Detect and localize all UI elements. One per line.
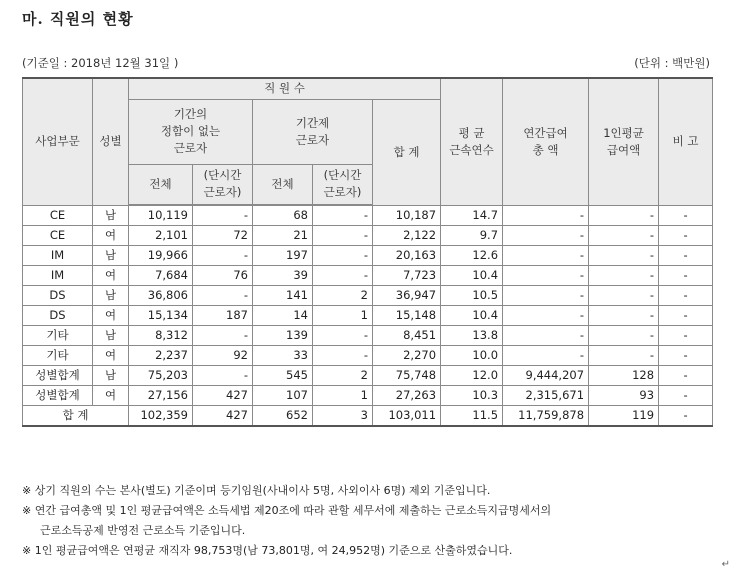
header-permanent: 기간의 정함이 없는 근로자 [129,99,253,164]
cell-total-sum: 103,011 [373,405,441,426]
cell-total-tenure: 11.5 [441,405,503,426]
cell-cont-part: 2 [313,365,373,385]
cell-remark: - [659,385,713,405]
cell-annual: - [503,345,589,365]
footnote-2-cont: 근로소득공제 반영전 근로소득 기준입니다. [40,524,246,537]
cell-annual: - [503,305,589,325]
cell-perm-total: 19,966 [129,245,193,265]
cell-sum: 27,263 [373,385,441,405]
cell-avg: - [589,325,659,345]
cell-dept: 기타 [23,325,93,345]
cell-annual: 9,444,207 [503,365,589,385]
cell-cont-total: 107 [253,385,313,405]
cell-total-label: 합 계 [23,405,129,426]
cell-dept: IM [23,265,93,285]
cell-gender: 여 [93,305,129,325]
cell-tenure: 12.0 [441,365,503,385]
cell-avg: - [589,285,659,305]
cell-tenure: 10.0 [441,345,503,365]
footnote-2: ※ 연간 급여총액 및 1인 평균급여액은 소득세법 제20조에 따라 관할 세무서에 제출하는 근로소득지급명세서의 [22,504,552,517]
cell-perm-part: - [193,365,253,385]
cell-cont-total: 545 [253,365,313,385]
cell-tenure: 10.3 [441,385,503,405]
cell-cont-total: 14 [253,305,313,325]
cell-dept: DS [23,305,93,325]
unit-label: (단위 : 백만원) [634,56,710,70]
header-cont-parttime: (단시간 근로자) [313,164,373,204]
cell-perm-total: 36,806 [129,285,193,305]
cell-perm-part: 92 [193,345,253,365]
footnotes [22,481,722,561]
cell-tenure: 10.4 [441,305,503,325]
cell-gender: 여 [93,385,129,405]
cell-sum: 2,122 [373,225,441,245]
cell-total-annual: 11,759,878 [503,405,589,426]
cell-perm-total: 8,312 [129,325,193,345]
header-perm-parttime: (단시간 근로자) [193,164,253,204]
cell-perm-total: 15,134 [129,305,193,325]
cell-dept: CE [23,225,93,245]
cell-sum: 75,748 [373,365,441,385]
cell-remark: - [659,345,713,365]
cell-annual: - [503,265,589,285]
cell-cont-total: 39 [253,265,313,285]
cell-total-perm-total: 102,359 [129,405,193,426]
table-row [23,305,713,325]
cell-sum: 8,451 [373,325,441,345]
cell-dept: 성별합계 [23,385,93,405]
cell-sum: 36,947 [373,285,441,305]
table-row [23,245,713,265]
header-avg-pay: 1인평균 급여액 [589,78,659,205]
cell-avg: 128 [589,365,659,385]
table-row [23,325,713,345]
cell-remark: - [659,225,713,245]
cell-annual: 2,315,671 [503,385,589,405]
cell-avg: - [589,265,659,285]
cell-total-cont-part: 3 [313,405,373,426]
paragraph-mark: ↵ [721,559,730,570]
cell-gender: 남 [93,245,129,265]
section-title: 마. 직원의 현황 [22,10,134,28]
cell-annual: - [503,285,589,305]
header-perm-total: 전체 [129,164,193,204]
cell-remark: - [659,285,713,305]
cell-cont-part: 2 [313,285,373,305]
table-row [23,225,713,245]
cell-cont-total: 33 [253,345,313,365]
cell-tenure: 12.6 [441,245,503,265]
cell-remark: - [659,325,713,345]
cell-sum: 2,270 [373,345,441,365]
cell-dept: DS [23,285,93,305]
cell-perm-total: 2,101 [129,225,193,245]
cell-cont-part: - [313,245,373,265]
cell-total-perm-part: 427 [193,405,253,426]
cell-cont-part: 1 [313,305,373,325]
footnote-3: ※ 1인 평균급여액은 연평균 재직자 98,753명(남 73,801명, 여 24,952명) 기준으로 산출하였습니다. [22,544,513,557]
cell-gender: 남 [93,285,129,305]
cell-tenure: 14.7 [441,205,503,225]
cell-remark: - [659,265,713,285]
table-row [23,285,713,305]
table-row [23,205,713,225]
table-row [23,365,713,385]
basis-date: (기준일 : 2018년 12월 31일 ) [22,56,179,70]
cell-cont-part: - [313,225,373,245]
cell-dept: 성별합계 [23,365,93,385]
cell-annual: - [503,325,589,345]
cell-cont-part: - [313,205,373,225]
header-cont-total: 전체 [253,164,313,204]
cell-cont-total: 139 [253,325,313,345]
cell-sum: 7,723 [373,265,441,285]
cell-sum: 15,148 [373,305,441,325]
table-total-row [23,405,713,426]
cell-cont-total: 68 [253,205,313,225]
cell-tenure: 10.5 [441,285,503,305]
cell-perm-total: 10,119 [129,205,193,225]
cell-avg: - [589,305,659,325]
cell-perm-total: 2,237 [129,345,193,365]
cell-annual: - [503,225,589,245]
cell-perm-part: - [193,325,253,345]
cell-sum: 10,187 [373,205,441,225]
table-row [23,265,713,285]
cell-gender: 여 [93,225,129,245]
header-annual-pay: 연간급여 총 액 [503,78,589,205]
cell-total-remark: - [659,405,713,426]
cell-remark: - [659,305,713,325]
footnote-1: ※ 상기 직원의 수는 본사(별도) 기준이며 등기임원(사내이사 5명, 사외이사 6명) 제외 기준입니다. [22,484,491,497]
cell-perm-part: 76 [193,265,253,285]
cell-avg: - [589,225,659,245]
cell-cont-total: 197 [253,245,313,265]
header-staff-count: 직 원 수 [129,78,441,99]
cell-remark: - [659,245,713,265]
cell-gender: 남 [93,365,129,385]
header-tenure: 평 균 근속연수 [441,78,503,205]
header-sum: 합 계 [373,99,441,205]
cell-gender: 남 [93,205,129,225]
header-gender: 성별 [93,78,129,205]
cell-cont-part: - [313,345,373,365]
header-remark: 비 고 [659,78,713,205]
cell-cont-part: - [313,265,373,285]
cell-cont-part: - [313,325,373,345]
cell-avg: - [589,345,659,365]
cell-annual: - [503,245,589,265]
cell-total-avg: 119 [589,405,659,426]
employee-status-table [22,77,713,427]
cell-total-cont-total: 652 [253,405,313,426]
cell-gender: 여 [93,345,129,365]
cell-perm-part: - [193,245,253,265]
cell-sum: 20,163 [373,245,441,265]
cell-remark: - [659,205,713,225]
cell-perm-part: - [193,205,253,225]
header-dept: 사업부문 [23,78,93,205]
cell-perm-part: 187 [193,305,253,325]
cell-gender: 여 [93,265,129,285]
cell-tenure: 10.4 [441,265,503,285]
cell-perm-part: 72 [193,225,253,245]
cell-perm-total: 75,203 [129,365,193,385]
table-row [23,385,713,405]
cell-dept: IM [23,245,93,265]
cell-cont-part: 1 [313,385,373,405]
cell-avg: - [589,245,659,265]
cell-dept: CE [23,205,93,225]
cell-dept: 기타 [23,345,93,365]
cell-perm-total: 7,684 [129,265,193,285]
cell-perm-part: - [193,285,253,305]
cell-annual: - [503,205,589,225]
cell-perm-total: 27,156 [129,385,193,405]
cell-tenure: 13.8 [441,325,503,345]
cell-remark: - [659,365,713,385]
table-row [23,345,713,365]
cell-tenure: 9.7 [441,225,503,245]
cell-cont-total: 141 [253,285,313,305]
header-contract: 기간제 근로자 [253,99,373,164]
cell-avg: 93 [589,385,659,405]
cell-perm-part: 427 [193,385,253,405]
cell-avg: - [589,205,659,225]
cell-cont-total: 21 [253,225,313,245]
cell-gender: 남 [93,325,129,345]
